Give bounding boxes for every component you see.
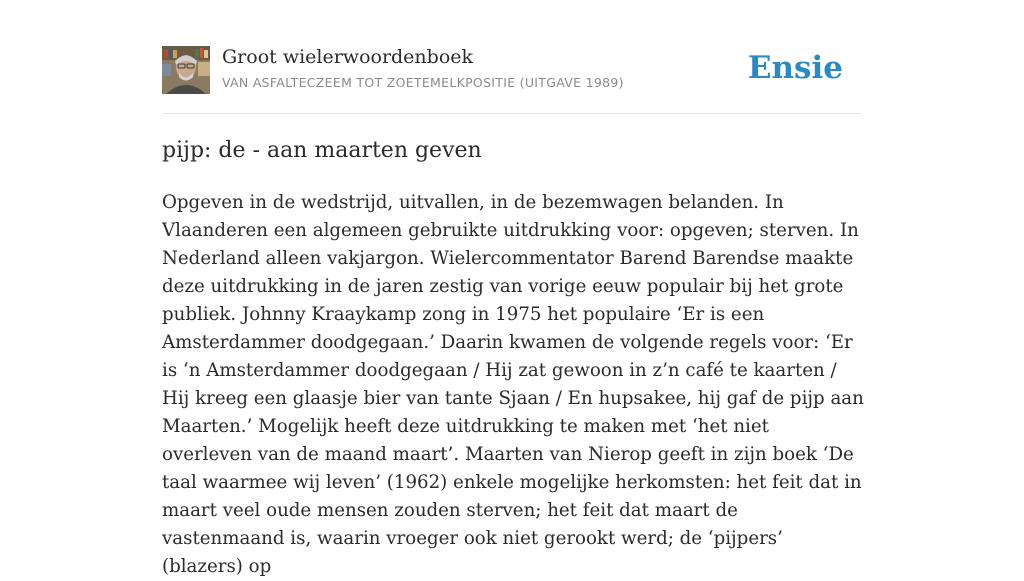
entry-definition: Opgeven in de wedstrijd, uitvallen, in de bezemwagen belanden. In Vlaanderen een algemeen gebruikte uitdrukking voor: opgeven; sterven. In Nederland alleen vakjargon. Wielercommentator Barend Barendse maakte deze uitdrukking in de jaren zestig van vorige eeuw populair bij het grote publiek. Johnny Kraaykamp zong in 1975 het populaire ‘Er is een Amsterdammer doodgegaan.’ Daarin kwamen de volgende regels voor: ‘Er is ‘n Amsterdammer doodgegaan / Hij zat gewoon in z’n café te kaarten / Hij kreeg een glaasje bier van tante Sjaan / En hupsakee, hij gaf de pijp aan Maarten.’ Mogelijk heeft deze uitdrukking te maken met ‘het niet overleven van de maand maart’. Maarten van Nierop geeft in zijn boek ‘De taal waarmee wij leven’ (1962) enkele mogelijke herkomsten: het feit dat in maart veel oude mensen zouden sterven; het feit dat maart de vastenmaand is, waarin vroeger ook niet gerookt werd; de ‘pijpers’ (blazers) op (162, 192, 864, 577)
ensie-logo[interactable]: Ensie (747, 50, 843, 86)
book-title[interactable]: Groot wielerwoordenboek (222, 46, 474, 68)
author-avatar[interactable] (162, 46, 210, 94)
header-divider (162, 113, 862, 114)
book-header (162, 46, 862, 96)
author-portrait-icon (162, 46, 210, 94)
entry-headword: pijp: de - aan maarten geven (162, 138, 482, 163)
book-subtitle: VAN ASFALTECZEEM TOT ZOETEMELKPOSITIE (UITGAVE 1989) (222, 75, 624, 90)
